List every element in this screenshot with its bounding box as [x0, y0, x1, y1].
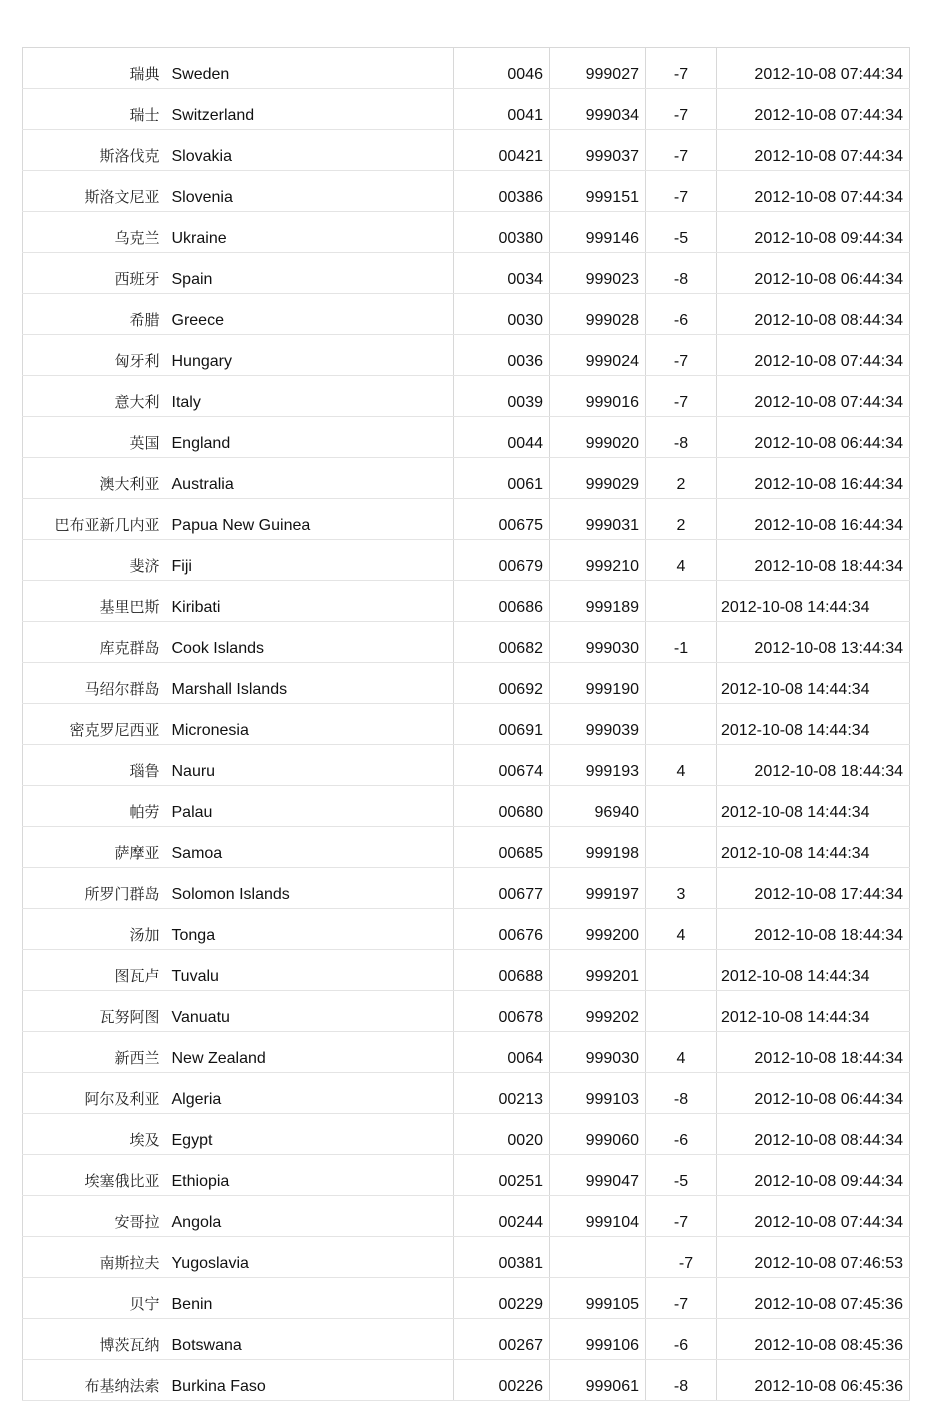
english-name-cell: Sweden — [166, 48, 454, 89]
table-row — [23, 663, 910, 704]
timezone-offset-cell — [646, 786, 717, 827]
chinese-name-cell: 新西兰 — [23, 1032, 166, 1073]
number-cell: 999020 — [550, 417, 646, 458]
english-name-cell: Switzerland — [166, 89, 454, 130]
english-name-cell: Nauru — [166, 745, 454, 786]
timezone-offset-cell: -8 — [646, 1073, 717, 1114]
chinese-name-cell: 图瓦卢 — [23, 950, 166, 991]
country-table — [22, 47, 910, 1401]
datetime-cell: 2012-10-08 07:44:34 — [717, 48, 910, 89]
english-name-cell: Fiji — [166, 540, 454, 581]
table-row — [23, 540, 910, 581]
dial-code-cell: 00381 — [454, 1237, 550, 1278]
table-row — [23, 1114, 910, 1155]
table-row — [23, 868, 910, 909]
chinese-name-cell: 巴布亚新几内亚 — [23, 499, 166, 540]
dial-code-cell: 00229 — [454, 1278, 550, 1319]
number-cell: 999060 — [550, 1114, 646, 1155]
dial-code-cell: 0039 — [454, 376, 550, 417]
table-row — [23, 1237, 910, 1278]
dial-code-cell: 0041 — [454, 89, 550, 130]
dial-code-cell: 00226 — [454, 1360, 550, 1401]
chinese-name-cell: 帕劳 — [23, 786, 166, 827]
timezone-offset-cell — [646, 827, 717, 868]
timezone-offset-cell: 2 — [646, 458, 717, 499]
dial-code-cell: 0036 — [454, 335, 550, 376]
chinese-name-cell: 基里巴斯 — [23, 581, 166, 622]
chinese-name-cell: 贝宁 — [23, 1278, 166, 1319]
datetime-cell: 2012-10-08 14:44:34 — [717, 581, 910, 622]
table-row — [23, 253, 910, 294]
table-row — [23, 1319, 910, 1360]
dial-code-cell: 00674 — [454, 745, 550, 786]
datetime-cell: 2012-10-08 14:44:34 — [717, 991, 910, 1032]
table-row — [23, 499, 910, 540]
english-name-cell: Palau — [166, 786, 454, 827]
english-name-cell: Burkina Faso — [166, 1360, 454, 1401]
dial-code-cell: 00677 — [454, 868, 550, 909]
table-row — [23, 1032, 910, 1073]
table-row — [23, 745, 910, 786]
datetime-cell: 2012-10-08 07:44:34 — [717, 89, 910, 130]
table-row — [23, 417, 910, 458]
number-cell: 999105 — [550, 1278, 646, 1319]
english-name-cell: Egypt — [166, 1114, 454, 1155]
datetime-cell: 2012-10-08 07:44:34 — [717, 130, 910, 171]
table-row — [23, 909, 910, 950]
english-name-cell: Vanuatu — [166, 991, 454, 1032]
english-name-cell: Cook Islands — [166, 622, 454, 663]
table-row — [23, 376, 910, 417]
timezone-offset-cell — [646, 991, 717, 1032]
english-name-cell: Micronesia — [166, 704, 454, 745]
timezone-offset-cell: -7 — [646, 171, 717, 212]
table-row — [23, 786, 910, 827]
number-cell: 96940 — [550, 786, 646, 827]
number-cell: 999202 — [550, 991, 646, 1032]
english-name-cell: Samoa — [166, 827, 454, 868]
table-row — [23, 1196, 910, 1237]
timezone-offset-cell: 4 — [646, 909, 717, 950]
timezone-offset-cell: 4 — [646, 540, 717, 581]
datetime-cell: 2012-10-08 06:44:34 — [717, 417, 910, 458]
english-name-cell: Tonga — [166, 909, 454, 950]
number-cell: 999039 — [550, 704, 646, 745]
timezone-offset-cell: 4 — [646, 745, 717, 786]
dial-code-cell: 00213 — [454, 1073, 550, 1114]
number-cell: 999034 — [550, 89, 646, 130]
chinese-name-cell: 马绍尔群岛 — [23, 663, 166, 704]
timezone-offset-cell — [646, 704, 717, 745]
chinese-name-cell: 斐济 — [23, 540, 166, 581]
number-cell: 999201 — [550, 950, 646, 991]
datetime-cell: 2012-10-08 14:44:34 — [717, 663, 910, 704]
number-cell — [550, 1237, 646, 1278]
chinese-name-cell: 匈牙利 — [23, 335, 166, 376]
timezone-offset-cell: -5 — [646, 212, 717, 253]
english-name-cell: Slovenia — [166, 171, 454, 212]
datetime-cell: 2012-10-08 09:44:34 — [717, 1155, 910, 1196]
dial-code-cell: 00680 — [454, 786, 550, 827]
english-name-cell: Benin — [166, 1278, 454, 1319]
table-row — [23, 335, 910, 376]
datetime-cell: 2012-10-08 07:45:36 — [717, 1278, 910, 1319]
table-row — [23, 212, 910, 253]
number-cell: 999190 — [550, 663, 646, 704]
datetime-cell: 2012-10-08 14:44:34 — [717, 786, 910, 827]
chinese-name-cell: 南斯拉夫 — [23, 1237, 166, 1278]
datetime-cell: 2012-10-08 07:44:34 — [717, 376, 910, 417]
table-row — [23, 1073, 910, 1114]
number-cell: 999028 — [550, 294, 646, 335]
chinese-name-cell: 瑞典 — [23, 48, 166, 89]
dial-code-cell: 00267 — [454, 1319, 550, 1360]
dial-code-cell: 00676 — [454, 909, 550, 950]
table-row — [23, 48, 910, 89]
number-cell: 999198 — [550, 827, 646, 868]
chinese-name-cell: 澳大利亚 — [23, 458, 166, 499]
timezone-offset-cell: -6 — [646, 294, 717, 335]
number-cell: 999024 — [550, 335, 646, 376]
chinese-name-cell: 埃塞俄比亚 — [23, 1155, 166, 1196]
chinese-name-cell: 瑞士 — [23, 89, 166, 130]
english-name-cell: Angola — [166, 1196, 454, 1237]
timezone-offset-cell: -8 — [646, 253, 717, 294]
number-cell: 999197 — [550, 868, 646, 909]
number-cell: 999030 — [550, 1032, 646, 1073]
datetime-cell: 2012-10-08 16:44:34 — [717, 499, 910, 540]
chinese-name-cell: 斯洛文尼亚 — [23, 171, 166, 212]
number-cell: 999023 — [550, 253, 646, 294]
number-cell: 999031 — [550, 499, 646, 540]
number-cell: 999146 — [550, 212, 646, 253]
chinese-name-cell: 瑙鲁 — [23, 745, 166, 786]
timezone-offset-cell: -6 — [646, 1114, 717, 1155]
table-row — [23, 1155, 910, 1196]
dial-code-cell: 00685 — [454, 827, 550, 868]
dial-code-cell: 00244 — [454, 1196, 550, 1237]
timezone-offset-cell: -7 — [646, 1196, 717, 1237]
datetime-cell: 2012-10-08 18:44:34 — [717, 540, 910, 581]
timezone-offset-cell — [646, 581, 717, 622]
table-row — [23, 622, 910, 663]
dial-code-cell: 0061 — [454, 458, 550, 499]
english-name-cell: Slovakia — [166, 130, 454, 171]
table-row — [23, 171, 910, 212]
table-row — [23, 991, 910, 1032]
dial-code-cell: 0064 — [454, 1032, 550, 1073]
english-name-cell: Marshall Islands — [166, 663, 454, 704]
dial-code-cell: 00678 — [454, 991, 550, 1032]
chinese-name-cell: 库克群岛 — [23, 622, 166, 663]
datetime-cell: 2012-10-08 08:44:34 — [717, 1114, 910, 1155]
number-cell: 999189 — [550, 581, 646, 622]
datetime-cell: 2012-10-08 09:44:34 — [717, 212, 910, 253]
datetime-cell: 2012-10-08 07:44:34 — [717, 1196, 910, 1237]
datetime-cell: 2012-10-08 14:44:34 — [717, 704, 910, 745]
datetime-cell: 2012-10-08 06:45:36 — [717, 1360, 910, 1401]
datetime-cell: 2012-10-08 14:44:34 — [717, 950, 910, 991]
english-name-cell: Botswana — [166, 1319, 454, 1360]
number-cell: 999061 — [550, 1360, 646, 1401]
datetime-cell: 2012-10-08 13:44:34 — [717, 622, 910, 663]
table-row — [23, 950, 910, 991]
datetime-cell: 2012-10-08 16:44:34 — [717, 458, 910, 499]
number-cell: 999030 — [550, 622, 646, 663]
table-row — [23, 704, 910, 745]
chinese-name-cell: 萨摩亚 — [23, 827, 166, 868]
english-name-cell: New Zealand — [166, 1032, 454, 1073]
dial-code-cell: 00386 — [454, 171, 550, 212]
timezone-offset-cell: -5 — [646, 1155, 717, 1196]
number-cell: 999029 — [550, 458, 646, 499]
timezone-offset-cell: -7 — [646, 1237, 717, 1278]
chinese-name-cell: 乌克兰 — [23, 212, 166, 253]
datetime-cell: 2012-10-08 06:44:34 — [717, 1073, 910, 1114]
dial-code-cell: 00686 — [454, 581, 550, 622]
timezone-offset-cell: 3 — [646, 868, 717, 909]
english-name-cell: Italy — [166, 376, 454, 417]
number-cell: 999047 — [550, 1155, 646, 1196]
dial-code-cell: 0020 — [454, 1114, 550, 1155]
chinese-name-cell: 英国 — [23, 417, 166, 458]
datetime-cell: 2012-10-08 14:44:34 — [717, 827, 910, 868]
english-name-cell: Ukraine — [166, 212, 454, 253]
timezone-offset-cell: -7 — [646, 89, 717, 130]
dial-code-cell: 0044 — [454, 417, 550, 458]
table-row — [23, 1278, 910, 1319]
number-cell: 999200 — [550, 909, 646, 950]
english-name-cell: Kiribati — [166, 581, 454, 622]
chinese-name-cell: 斯洛伐克 — [23, 130, 166, 171]
english-name-cell: Ethiopia — [166, 1155, 454, 1196]
country-table-body — [23, 48, 910, 1401]
table-row — [23, 1360, 910, 1401]
datetime-cell: 2012-10-08 18:44:34 — [717, 909, 910, 950]
timezone-offset-cell: -8 — [646, 417, 717, 458]
datetime-cell: 2012-10-08 18:44:34 — [717, 1032, 910, 1073]
dial-code-cell: 00691 — [454, 704, 550, 745]
timezone-offset-cell: 2 — [646, 499, 717, 540]
datetime-cell: 2012-10-08 07:46:53 — [717, 1237, 910, 1278]
chinese-name-cell: 所罗门群岛 — [23, 868, 166, 909]
chinese-name-cell: 安哥拉 — [23, 1196, 166, 1237]
dial-code-cell: 00692 — [454, 663, 550, 704]
timezone-offset-cell: -7 — [646, 48, 717, 89]
table-row — [23, 458, 910, 499]
dial-code-cell: 00251 — [454, 1155, 550, 1196]
english-name-cell: Greece — [166, 294, 454, 335]
table-row — [23, 294, 910, 335]
chinese-name-cell: 意大利 — [23, 376, 166, 417]
timezone-offset-cell — [646, 663, 717, 704]
timezone-offset-cell: -7 — [646, 1278, 717, 1319]
datetime-cell: 2012-10-08 08:45:36 — [717, 1319, 910, 1360]
number-cell: 999037 — [550, 130, 646, 171]
english-name-cell: Hungary — [166, 335, 454, 376]
timezone-offset-cell: -8 — [646, 1360, 717, 1401]
chinese-name-cell: 瓦努阿图 — [23, 991, 166, 1032]
english-name-cell: Australia — [166, 458, 454, 499]
dial-code-cell: 00675 — [454, 499, 550, 540]
dial-code-cell: 0046 — [454, 48, 550, 89]
english-name-cell: Tuvalu — [166, 950, 454, 991]
dial-code-cell: 00380 — [454, 212, 550, 253]
timezone-offset-cell: -7 — [646, 130, 717, 171]
dial-code-cell: 0034 — [454, 253, 550, 294]
table-row — [23, 130, 910, 171]
timezone-offset-cell: -7 — [646, 376, 717, 417]
chinese-name-cell: 阿尔及利亚 — [23, 1073, 166, 1114]
datetime-cell: 2012-10-08 06:44:34 — [717, 253, 910, 294]
chinese-name-cell: 博茨瓦纳 — [23, 1319, 166, 1360]
english-name-cell: Solomon Islands — [166, 868, 454, 909]
dial-code-cell: 00682 — [454, 622, 550, 663]
table-row — [23, 89, 910, 130]
english-name-cell: England — [166, 417, 454, 458]
timezone-offset-cell: -1 — [646, 622, 717, 663]
number-cell: 999016 — [550, 376, 646, 417]
datetime-cell: 2012-10-08 07:44:34 — [717, 171, 910, 212]
dial-code-cell: 00421 — [454, 130, 550, 171]
chinese-name-cell: 西班牙 — [23, 253, 166, 294]
chinese-name-cell: 汤加 — [23, 909, 166, 950]
english-name-cell: Algeria — [166, 1073, 454, 1114]
table-row — [23, 581, 910, 622]
timezone-offset-cell: 4 — [646, 1032, 717, 1073]
dial-code-cell: 00688 — [454, 950, 550, 991]
number-cell: 999210 — [550, 540, 646, 581]
english-name-cell: Yugoslavia — [166, 1237, 454, 1278]
timezone-offset-cell — [646, 950, 717, 991]
number-cell: 999193 — [550, 745, 646, 786]
timezone-offset-cell: -6 — [646, 1319, 717, 1360]
datetime-cell: 2012-10-08 17:44:34 — [717, 868, 910, 909]
timezone-offset-cell: -7 — [646, 335, 717, 376]
datetime-cell: 2012-10-08 18:44:34 — [717, 745, 910, 786]
dial-code-cell: 00679 — [454, 540, 550, 581]
english-name-cell: Papua New Guinea — [166, 499, 454, 540]
english-name-cell: Spain — [166, 253, 454, 294]
datetime-cell: 2012-10-08 08:44:34 — [717, 294, 910, 335]
chinese-name-cell: 布基纳法索 — [23, 1360, 166, 1401]
chinese-name-cell: 希腊 — [23, 294, 166, 335]
number-cell: 999103 — [550, 1073, 646, 1114]
datetime-cell: 2012-10-08 07:44:34 — [717, 335, 910, 376]
dial-code-cell: 0030 — [454, 294, 550, 335]
number-cell: 999151 — [550, 171, 646, 212]
chinese-name-cell: 埃及 — [23, 1114, 166, 1155]
number-cell: 999104 — [550, 1196, 646, 1237]
table-row — [23, 827, 910, 868]
number-cell: 999027 — [550, 48, 646, 89]
chinese-name-cell: 密克罗尼西亚 — [23, 704, 166, 745]
number-cell: 999106 — [550, 1319, 646, 1360]
